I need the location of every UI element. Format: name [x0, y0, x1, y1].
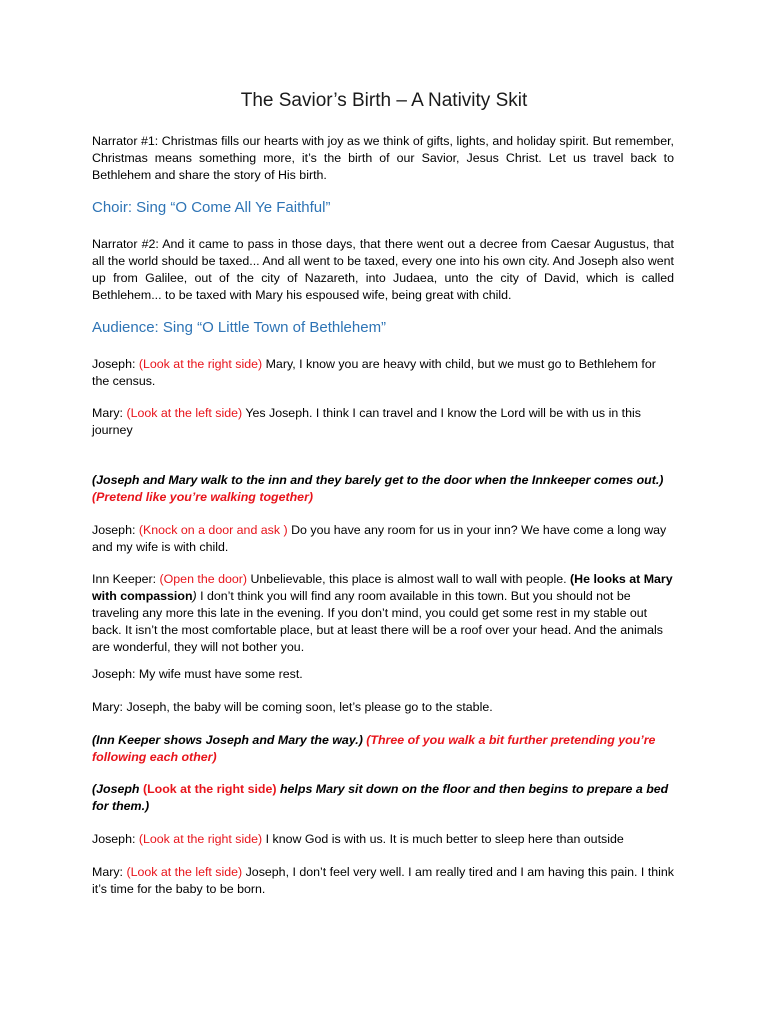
innkeeper-paragraph: [92, 571, 674, 656]
joseph1-speaker: Joseph:: [92, 357, 136, 371]
joseph2-direction: (Knock on a door and ask ): [138, 523, 288, 537]
stage2-direction: (Three of you walk a bit further pretending you’re following each other): [92, 733, 656, 764]
narrator2-paragraph: [92, 236, 674, 304]
mary1-paragraph: [92, 405, 674, 439]
joseph1-text: Mary, I know you are heavy with child, but we must go to Bethlehem for the census.: [92, 357, 656, 388]
narrator1-text: Christmas fills our hearts with joy as we think of gifts, lights, and holiday spirit. But remember, Christmas means something more, it’s the birth of our Savior, Jesus Christ. Let us travel back to Bethlehem and share the story of His birth.: [92, 134, 674, 182]
stage2-text: (Inn Keeper shows Joseph and Mary the way.): [92, 733, 363, 747]
choir-heading: Choir: Sing “O Come All Ye Faithful”: [92, 199, 331, 216]
stage3-direction: (Look at the right side): [142, 782, 277, 796]
mary1-text: Yes Joseph. I think I can travel and I know the Lord will be with us in this journey: [92, 406, 641, 437]
innkeeper-text1: Unbelievable, this place is almost wall to wall with people.: [250, 572, 567, 586]
document-title: The Savior’s Birth – A Nativity Skit: [240, 90, 528, 111]
innkeeper-direction: (Open the door): [159, 572, 248, 586]
stage-direction-1: [92, 472, 674, 506]
joseph1-paragraph: [92, 356, 674, 390]
joseph2-text: Do you have any room for us in your inn? We have come a long way and my wife is with child.: [92, 523, 667, 554]
mary2-paragraph: [92, 699, 674, 716]
innkeeper-speaker: Inn Keeper:: [92, 572, 157, 586]
narrator1-speaker: Narrator #1:: [92, 134, 159, 148]
mary3-direction: (Look at the left side): [126, 865, 243, 879]
stage3-text: helps Mary sit down on the floor and then begins to prepare a bed for them.): [92, 782, 669, 813]
innkeeper-stage: (He looks at Mary with compassion: [92, 572, 673, 603]
stage-direction-2: [92, 732, 674, 766]
mary2-speaker: Mary:: [92, 700, 123, 714]
narrator2-speaker: Narrator #2:: [92, 237, 159, 251]
joseph4-direction: (Look at the right side): [138, 832, 263, 846]
stage-direction-3: [92, 781, 674, 815]
stage1-direction: (Pretend like you’re walking together): [92, 490, 314, 504]
mary2-text: Joseph, the baby will be coming soon, let’s please go to the stable.: [126, 700, 493, 714]
narrator1-paragraph: [92, 133, 674, 184]
joseph4-text: I know God is with us. It is much better to sleep here than outside: [265, 832, 624, 846]
narrator2-text: And it came to pass in those days, that there went out a decree from Caesar Augustus, that all the world should be taxed... And all went to be taxed, every one into his own city. And Joseph also went up from Galilee, out of the city of Nazareth, into Judaea, unto the city of David, which is called Bethlehem... to be taxed with Mary his espoused wife, being great with child.: [92, 237, 674, 302]
stage1-text: (Joseph and Mary walk to the inn and they barely get to the door when the Innkeeper comes out.): [92, 473, 664, 487]
joseph1-direction: (Look at the right side): [138, 357, 263, 371]
innkeeper-stage-close: ): [192, 589, 197, 603]
mary3-text: Joseph, I don’t feel very well. I am really tired and I am having this pain. I think it’s time for the baby to be born.: [92, 865, 674, 896]
joseph2-paragraph: [92, 522, 674, 556]
joseph3-text: My wife must have some rest.: [138, 667, 303, 681]
audience-heading: Audience: Sing “O Little Town of Bethlehem”: [92, 319, 387, 336]
joseph3-speaker: Joseph:: [92, 667, 136, 681]
mary3-speaker: Mary:: [92, 865, 123, 879]
mary1-direction: (Look at the left side): [126, 406, 243, 420]
stage3-open: (Joseph: [92, 782, 140, 796]
mary3-paragraph: [92, 864, 674, 898]
joseph4-speaker: Joseph:: [92, 832, 136, 846]
joseph4-paragraph: [92, 831, 674, 848]
joseph3-paragraph: [92, 666, 674, 683]
mary1-speaker: Mary:: [92, 406, 123, 420]
joseph2-speaker: Joseph:: [92, 523, 136, 537]
innkeeper-text2: I don’t think you will find any room available in this town. But you should not be traveling any more this late in the evening. If you don’t mind, you could get some rest in my stable out back. It isn’t the most comfortable place, but at least there will be a roof over your head. And the animals are wonderful, they will not bother you.: [92, 589, 663, 654]
